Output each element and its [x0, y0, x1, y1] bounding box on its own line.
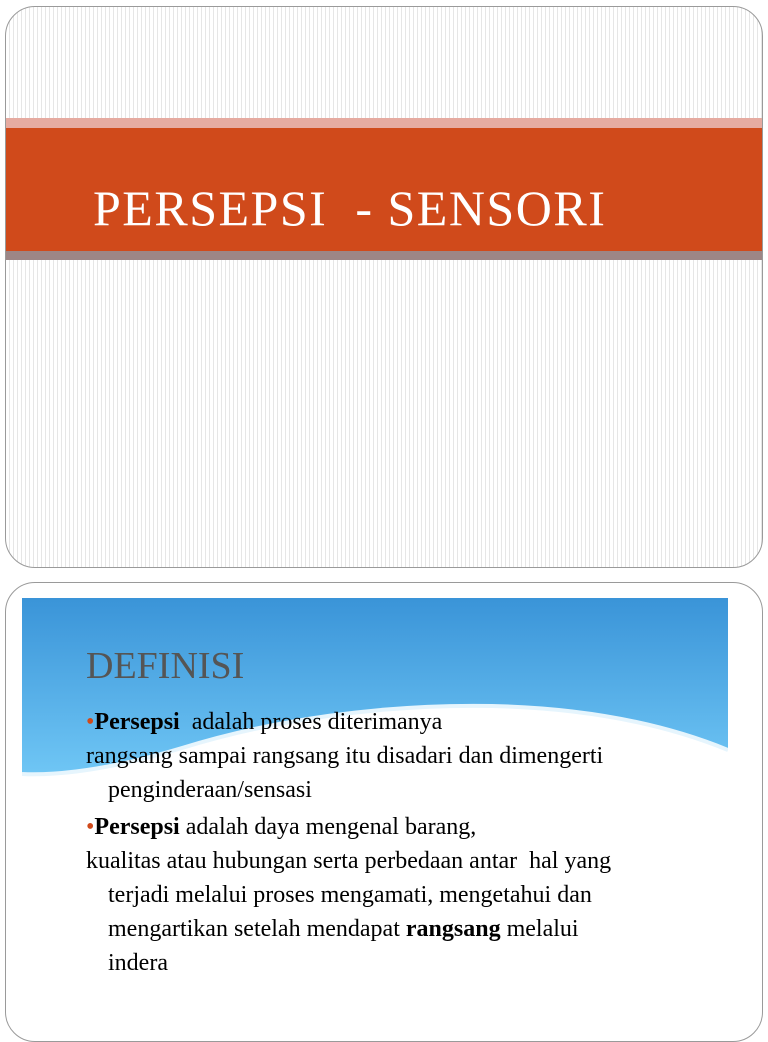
definition-line-1	[86, 705, 726, 739]
definition-line-3: penginderaan/sensasi	[108, 777, 312, 803]
term-rangsang: rangsang	[405, 916, 501, 942]
definition-slide	[5, 582, 763, 1042]
definition-line-8: indera	[108, 950, 168, 976]
definition-line-2: rangsang sampai rangsang itu disadari dan dimengerti	[86, 743, 604, 769]
definition-line-4	[86, 810, 726, 844]
line-text: melalui	[500, 916, 579, 942]
line-text: adalah proses diterimanya	[179, 709, 443, 735]
title-band-shadow	[6, 251, 762, 260]
title-band-highlight	[6, 118, 762, 128]
slide-title: PERSEPSI - SENSORI	[93, 180, 607, 236]
title-slide	[5, 6, 763, 568]
bullet-marker: •	[86, 814, 95, 840]
term-persepsi: Persepsi	[94, 709, 180, 735]
term-persepsi: Persepsi	[94, 814, 180, 840]
definition-body	[86, 705, 726, 980]
line-text: adalah daya mengenal barang,	[179, 814, 477, 840]
definition-line-6: terjadi melalui proses mengamati, mengetahui dan	[108, 882, 592, 908]
definition-line-5: kualitas atau hubungan serta perbedaan antar hal yang	[86, 848, 612, 874]
bullet-marker: •	[86, 709, 95, 735]
definition-line-7	[86, 912, 726, 946]
line-text: mengartikan setelah mendapat	[108, 916, 406, 942]
slide-heading: DEFINISI	[86, 645, 245, 687]
